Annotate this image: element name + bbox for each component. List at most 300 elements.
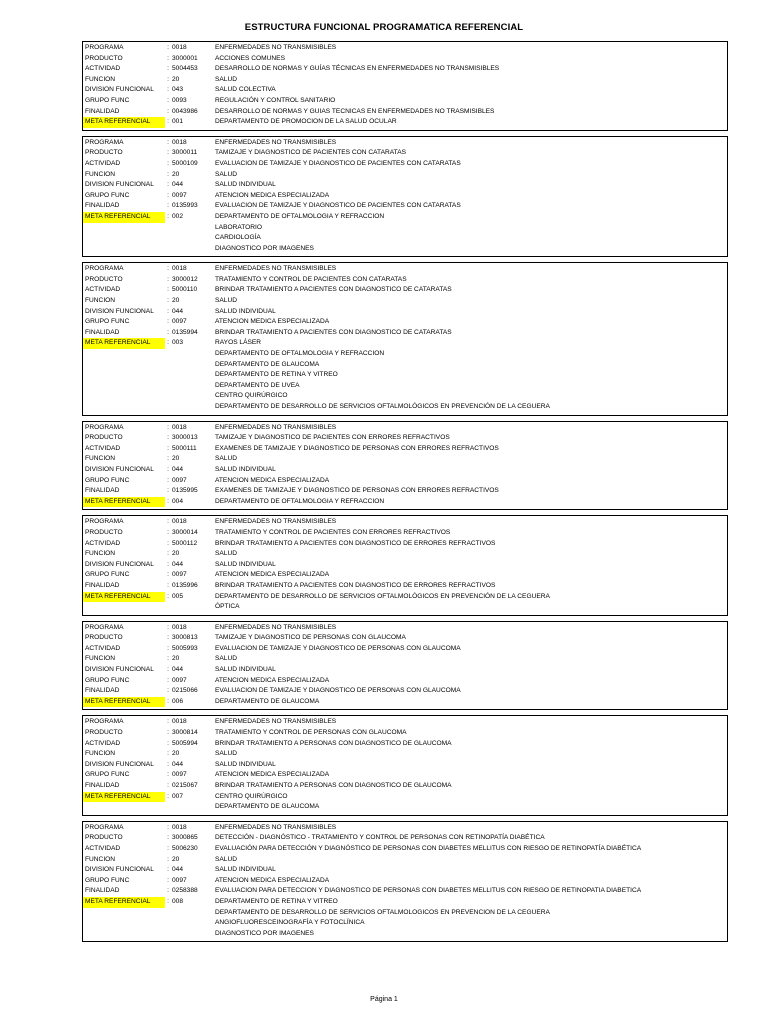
field-label: PROGRAMA <box>85 265 124 273</box>
field-separator: : <box>167 297 169 305</box>
field-separator: : <box>167 887 169 895</box>
field-code: 0018 <box>172 138 187 146</box>
program-row <box>83 296 727 307</box>
program-row <box>83 233 727 244</box>
field-separator: : <box>167 855 169 863</box>
field-separator: : <box>167 65 169 73</box>
program-row <box>83 138 727 149</box>
field-separator: : <box>167 275 169 283</box>
field-description: ATENCION MEDICA ESPECIALIZADA <box>215 476 330 484</box>
page-title: ESTRUCTURA FUNCIONAL PROGRAMATICA REFERENCIAL <box>244 22 524 33</box>
field-label: GRUPO FUNC <box>85 571 130 579</box>
field-separator: : <box>167 159 169 167</box>
field-label: FUNCION <box>85 297 116 305</box>
field-separator: : <box>167 750 169 758</box>
field-label: PRODUCTO <box>85 54 123 62</box>
field-label: DIVISION FUNCIONAL <box>85 560 154 568</box>
field-separator: : <box>167 718 169 726</box>
field-separator: : <box>167 318 169 326</box>
field-code: 0215067 <box>172 782 198 789</box>
field-label <box>83 602 165 613</box>
field-code: 0135995 <box>172 487 198 495</box>
field-code: 20 <box>172 455 180 463</box>
field-description: DETECCIÓN - DIAGNÓSTICO - TRATAMIENTO Y CONTROL DE PERSONAS CON RETINOPATÍA DIABÉTICA <box>215 834 545 842</box>
program-row <box>83 391 727 402</box>
field-code: 5004453 <box>172 65 198 73</box>
program-block <box>82 262 728 415</box>
field-label: PRODUCTO <box>85 275 123 283</box>
program-row <box>83 275 727 286</box>
field-description: DEPARTAMENTO DE DESARROLLO DE SERVICIOS OFTALMOLOGICOS EN PREVENCION DE LA CEGUERA <box>215 908 550 916</box>
field-label <box>83 402 165 413</box>
field-code: 20 <box>172 655 180 663</box>
field-description: SALUD COLECTIVA <box>215 86 276 94</box>
meta-referencial-label: META REFERENCIAL <box>83 497 165 508</box>
field-separator: : <box>167 634 169 642</box>
program-row <box>83 497 727 508</box>
program-block <box>82 821 728 943</box>
program-row <box>83 180 727 191</box>
field-code <box>171 402 215 413</box>
field-code <box>171 244 215 255</box>
field-label: PROGRAMA <box>85 718 124 726</box>
field-description: ATENCION MEDICA ESPECIALIZADA <box>215 191 330 199</box>
field-separator: : <box>167 497 169 505</box>
field-label: ACTIVIDAD <box>85 286 121 294</box>
field-label: PROGRAMA <box>85 823 124 831</box>
field-code: 005 <box>172 592 184 600</box>
field-description: ACCIONES COMUNES <box>215 54 285 62</box>
field-description: ATENCION MEDICA ESPECIALIZADA <box>215 676 330 684</box>
field-description: EVALUACION DE TAMIZAJE Y DIAGNOSTICO DE PACIENTES CON CATARATAS <box>215 159 461 167</box>
program-row <box>83 844 727 855</box>
program-row <box>83 402 727 413</box>
program-row <box>83 581 727 592</box>
field-code: 043 <box>172 86 184 94</box>
field-description: SALUD INDIVIDUAL <box>215 181 276 189</box>
field-separator: : <box>167 771 169 779</box>
field-description: BRINDAR TRATAMIENTO A PACIENTES CON DIAGNOSTICO DE ERRORES REFRACTIVOS <box>215 581 496 589</box>
field-label: DIVISION FUNCIONAL <box>85 307 154 315</box>
field-code: 0018 <box>172 423 187 431</box>
program-row <box>83 697 727 708</box>
field-label: ACTIVIDAD <box>85 644 121 652</box>
program-row <box>83 244 727 255</box>
field-description: DEPARTAMENTO DE OFTALMOLOGIA Y REFRACCION <box>215 497 385 505</box>
field-description: ATENCION MEDICA ESPECIALIZADA <box>215 571 330 579</box>
field-label: ACTIVIDAD <box>85 739 121 747</box>
field-description: SALUD <box>215 655 237 663</box>
field-separator: : <box>167 655 169 663</box>
field-description: EXAMENES DE TAMIZAJE Y DIAGNOSTICO DE PERSONAS CON ERRORES REFRACTIVOS <box>215 444 499 452</box>
field-separator: : <box>167 697 169 705</box>
field-code: 0097 <box>172 771 187 779</box>
field-code: 007 <box>172 792 184 800</box>
field-description: DEPARTAMENTO DE OFTALMOLOGIA Y REFRACCION <box>215 350 385 358</box>
field-separator: : <box>167 107 169 115</box>
program-row <box>83 517 727 528</box>
field-description: DIAGNOSTICO POR IMAGENES <box>215 929 314 937</box>
field-code: 5005993 <box>172 644 198 652</box>
field-code: 0093 <box>172 96 187 104</box>
field-separator: : <box>167 876 169 884</box>
field-code: 003 <box>172 339 184 347</box>
program-row <box>83 317 727 328</box>
field-code: 002 <box>172 212 184 220</box>
field-code <box>171 360 215 371</box>
field-code: 20 <box>172 75 180 83</box>
program-row <box>83 223 727 234</box>
field-label: PROGRAMA <box>85 518 124 526</box>
field-description: DEPARTAMENTO DE DESARROLLO DE SERVICIOS OFTALMOLÓGICOS EN PREVENCIÓN DE LA CEGUERA <box>215 592 550 600</box>
field-description: RAYOS LÁSER <box>215 339 262 347</box>
field-separator: : <box>167 866 169 874</box>
field-code: 008 <box>172 897 184 905</box>
field-separator: : <box>167 465 169 473</box>
program-block <box>82 136 728 258</box>
program-blocks <box>82 41 728 947</box>
field-code <box>171 602 215 613</box>
field-description: DEPARTAMENTO DE GLAUCOMA <box>215 697 320 705</box>
program-row <box>83 328 727 339</box>
program-row <box>83 54 727 65</box>
field-separator: : <box>167 44 169 51</box>
field-separator: : <box>167 212 169 220</box>
field-separator: : <box>167 307 169 315</box>
program-block <box>82 41 728 131</box>
field-code: 0215066 <box>172 687 198 695</box>
field-code: 004 <box>172 497 184 505</box>
field-code: 044 <box>172 866 184 874</box>
field-description: ANGIOFLUORESCEINOGRAFÍA Y FOTOCLÍNICA <box>215 919 365 927</box>
program-row <box>83 370 727 381</box>
field-label: PRODUCTO <box>85 634 123 642</box>
field-code: 20 <box>172 750 180 758</box>
program-row <box>83 592 727 603</box>
field-description: DEPARTAMENTO DE OFTALMOLOGIA Y REFRACCION <box>215 212 385 220</box>
program-row <box>83 792 727 803</box>
program-row <box>83 423 727 434</box>
program-row <box>83 454 727 465</box>
field-code: 20 <box>172 297 180 305</box>
field-label: ACTIVIDAD <box>85 65 121 73</box>
field-separator: : <box>167 550 169 558</box>
field-description: ENFERMEDADES NO TRANSMISIBLES <box>215 623 337 631</box>
field-separator: : <box>167 518 169 526</box>
field-code: 044 <box>172 666 184 674</box>
field-separator: : <box>167 96 169 104</box>
meta-referencial-label: META REFERENCIAL <box>83 117 165 128</box>
field-label: DIVISION FUNCIONAL <box>85 666 154 674</box>
field-description: SALUD <box>215 750 237 758</box>
field-code: 0097 <box>172 876 187 884</box>
field-separator: : <box>167 339 169 347</box>
field-description: ENFERMEDADES NO TRANSMISIBLES <box>215 44 337 51</box>
field-description: SALUD <box>215 455 237 463</box>
field-code <box>171 370 215 381</box>
field-code: 3000014 <box>172 528 198 536</box>
field-label: FUNCION <box>85 655 116 663</box>
field-label: GRUPO FUNC <box>85 96 130 104</box>
field-code: 0097 <box>172 571 187 579</box>
field-label: FINALIDAD <box>85 887 120 895</box>
field-code: 5005994 <box>172 739 198 747</box>
field-description: SALUD INDIVIDUAL <box>215 465 276 473</box>
field-label <box>83 391 165 402</box>
field-separator: : <box>167 823 169 831</box>
field-separator: : <box>167 118 169 126</box>
field-label <box>83 233 165 244</box>
field-code: 0018 <box>172 718 187 726</box>
program-row <box>83 381 727 392</box>
field-label: FUNCION <box>85 455 116 463</box>
program-row <box>83 159 727 170</box>
field-separator: : <box>167 328 169 336</box>
field-separator: : <box>167 434 169 442</box>
field-separator: : <box>167 644 169 652</box>
field-label: DIVISION FUNCIONAL <box>85 465 154 473</box>
field-description: CENTRO QUIRÚRGICO <box>215 792 288 800</box>
field-description: DESARROLLO DE NORMAS Y GUIAS TECNICAS EN ENFERMEDADES NO TRASMISIBLES <box>215 107 495 115</box>
program-row <box>83 802 727 813</box>
field-description: SALUD INDIVIDUAL <box>215 560 276 568</box>
meta-referencial-label: META REFERENCIAL <box>83 592 165 603</box>
field-code: 0135994 <box>172 328 198 336</box>
field-code: 20 <box>172 550 180 558</box>
program-block <box>82 621 728 711</box>
program-row <box>83 781 727 792</box>
field-description: EXAMENES DE TAMIZAJE Y DIAGNOSTICO DE PERSONAS CON ERRORES REFRACTIVOS <box>215 487 499 495</box>
program-row <box>83 770 727 781</box>
field-label: ACTIVIDAD <box>85 159 121 167</box>
program-row <box>83 654 727 665</box>
program-row <box>83 528 727 539</box>
field-label: PRODUCTO <box>85 434 123 442</box>
field-description: SALUD INDIVIDUAL <box>215 666 276 674</box>
program-row <box>83 897 727 908</box>
field-label <box>83 370 165 381</box>
field-description: EVALUACIÓN PARA DETECCIÓN Y DIAGNÓSTICO DE PERSONAS CON DIABETES MELLITUS CON RIESGO DE RETINOPATÍA DIABÉTICA <box>215 844 642 852</box>
program-row <box>83 107 727 118</box>
field-code: 20 <box>172 855 180 863</box>
field-code: 044 <box>172 560 184 568</box>
program-row <box>83 191 727 202</box>
field-description: EVALUACION DE TAMIZAJE Y DIAGNOSTICO DE PERSONAS CON GLAUCOMA <box>215 687 461 695</box>
field-separator: : <box>167 191 169 199</box>
field-code: 5006230 <box>172 844 198 852</box>
field-separator: : <box>167 666 169 674</box>
program-row <box>83 918 727 929</box>
field-label: PRODUCTO <box>85 834 123 842</box>
field-description: DEPARTAMENTO DE RETINA Y VITREO <box>215 371 338 379</box>
field-label: FUNCION <box>85 75 116 83</box>
field-code: 0258388 <box>172 887 198 895</box>
field-description: SALUD <box>215 550 237 558</box>
field-description: BRINDAR TRATAMIENTO A PERSONAS CON DIAGNOSTICO DE GLAUCOMA <box>215 782 452 789</box>
field-description: SALUD INDIVIDUAL <box>215 866 276 874</box>
field-code: 5000111 <box>172 444 197 452</box>
field-label: FINALIDAD <box>85 487 120 495</box>
field-description: DEPARTAMENTO DE RETINA Y VITREO <box>215 897 338 905</box>
field-label: FINALIDAD <box>85 687 120 695</box>
field-separator: : <box>167 729 169 737</box>
field-separator: : <box>167 739 169 747</box>
field-description: ÓPTICA <box>215 603 240 611</box>
field-label: PRODUCTO <box>85 729 123 737</box>
field-code: 5000110 <box>172 286 198 294</box>
field-code: 044 <box>172 465 184 473</box>
field-code <box>171 929 215 940</box>
field-description: DESARROLLO DE NORMAS Y GUÍAS TÉCNICAS EN ENFERMEDADES NO TRANSMISIBLES <box>215 65 500 73</box>
field-label <box>83 244 165 255</box>
field-description: SALUD <box>215 75 237 83</box>
field-label: GRUPO FUNC <box>85 676 130 684</box>
program-row <box>83 823 727 834</box>
program-row <box>83 349 727 360</box>
field-description: LABORATORIO <box>215 223 263 231</box>
field-description: BRINDAR TRATAMIENTO A PERSONAS CON DIAGNOSTICO DE GLAUCOMA <box>215 739 452 747</box>
program-row <box>83 908 727 919</box>
field-description: BRINDAR TRATAMIENTO A PACIENTES CON DIAGNOSTICO DE CATARATAS <box>215 328 452 336</box>
field-label: FINALIDAD <box>85 107 120 115</box>
meta-referencial-label: META REFERENCIAL <box>83 792 165 803</box>
field-separator: : <box>167 571 169 579</box>
program-row <box>83 75 727 86</box>
field-description: DEPARTAMENTO DE GLAUCOMA <box>215 803 320 811</box>
program-row <box>83 285 727 296</box>
program-row <box>83 728 727 739</box>
field-description: ATENCION MEDICA ESPECIALIZADA <box>215 318 330 326</box>
meta-referencial-label: META REFERENCIAL <box>83 697 165 708</box>
field-description: BRINDAR TRATAMIENTO A PACIENTES CON DIAGNOSTICO DE CATARATAS <box>215 286 452 294</box>
field-description: DEPARTAMENTO DE GLAUCOMA <box>215 360 320 368</box>
field-label: GRUPO FUNC <box>85 476 130 484</box>
field-separator: : <box>167 760 169 768</box>
program-row <box>83 170 727 181</box>
field-description: SALUD INDIVIDUAL <box>215 760 276 768</box>
field-separator: : <box>167 86 169 94</box>
program-row <box>83 865 727 876</box>
field-description: TAMIZAJE Y DIAGNOSTICO DE PERSONAS CON GLAUCOMA <box>215 634 406 642</box>
program-row <box>83 148 727 159</box>
field-label <box>83 908 165 919</box>
field-label: ACTIVIDAD <box>85 539 121 547</box>
field-description: BRINDAR TRATAMIENTO A PACIENTES CON DIAGNOSTICO DE ERRORES REFRACTIVOS <box>215 539 496 547</box>
field-code: 0043986 <box>172 107 198 115</box>
field-label: FINALIDAD <box>85 202 120 210</box>
program-row <box>83 465 727 476</box>
field-description: SALUD <box>215 855 237 863</box>
field-label <box>83 349 165 360</box>
field-label: ACTIVIDAD <box>85 844 121 852</box>
field-separator: : <box>167 444 169 452</box>
meta-referencial-label: META REFERENCIAL <box>83 338 165 349</box>
program-row <box>83 717 727 728</box>
field-separator: : <box>167 455 169 463</box>
field-description: ENFERMEDADES NO TRANSMISIBLES <box>215 423 337 431</box>
program-row <box>83 886 727 897</box>
field-label: ACTIVIDAD <box>85 444 121 452</box>
field-code <box>171 802 215 813</box>
field-code: 3000865 <box>172 834 198 842</box>
field-label: DIVISION FUNCIONAL <box>85 866 154 874</box>
field-label: PRODUCTO <box>85 149 123 157</box>
field-description: TRATAMIENTO Y CONTROL DE PACIENTES CON ERRORES REFRACTIVOS <box>215 528 451 536</box>
field-description: SALUD <box>215 297 237 305</box>
field-separator: : <box>167 539 169 547</box>
program-block <box>82 515 728 615</box>
field-code: 044 <box>172 181 184 189</box>
program-row <box>83 760 727 771</box>
field-separator: : <box>167 149 169 157</box>
field-label: PROGRAMA <box>85 623 124 631</box>
field-separator: : <box>167 897 169 905</box>
field-separator: : <box>167 623 169 631</box>
field-label: PROGRAMA <box>85 44 124 51</box>
field-separator: : <box>167 423 169 431</box>
field-separator: : <box>167 528 169 536</box>
field-description: SALUD <box>215 170 237 178</box>
field-description: ENFERMEDADES NO TRANSMISIBLES <box>215 823 337 831</box>
field-code: 044 <box>172 307 184 315</box>
program-row <box>83 85 727 96</box>
program-row <box>83 876 727 887</box>
field-code: 044 <box>172 760 184 768</box>
program-row <box>83 855 727 866</box>
field-label: FUNCION <box>85 550 116 558</box>
field-description: TRATAMIENTO Y CONTROL DE PACIENTES CON CATARATAS <box>215 275 407 283</box>
program-row <box>83 360 727 371</box>
field-description: DEPARTAMENTO DE DESARROLLO DE SERVICIOS OFTALMOLÓGICOS EN PREVENCIÓN DE LA CEGUERA <box>215 403 550 410</box>
field-description: DEPARTAMENTO DE PROMOCION DE LA SALUD OCULAR <box>215 118 397 126</box>
program-row <box>83 560 727 571</box>
field-separator: : <box>167 181 169 189</box>
program-row <box>83 486 727 497</box>
field-separator: : <box>167 487 169 495</box>
field-code: 0018 <box>172 823 187 831</box>
field-label: DIVISION FUNCIONAL <box>85 181 154 189</box>
field-label: FUNCION <box>85 855 116 863</box>
field-label <box>83 802 165 813</box>
field-code: 0097 <box>172 676 187 684</box>
field-separator: : <box>167 792 169 800</box>
field-separator: : <box>167 476 169 484</box>
field-separator: : <box>167 782 169 789</box>
field-description: SALUD INDIVIDUAL <box>215 307 276 315</box>
field-description: ENFERMEDADES NO TRANSMISIBLES <box>215 518 337 526</box>
program-row <box>83 749 727 760</box>
page-number: Página 1 <box>370 996 398 1003</box>
program-row <box>83 665 727 676</box>
program-row <box>83 623 727 634</box>
field-label: GRUPO FUNC <box>85 318 130 326</box>
field-separator: : <box>167 834 169 842</box>
field-label: PROGRAMA <box>85 138 124 146</box>
field-label <box>83 918 165 929</box>
field-code <box>171 381 215 392</box>
field-label: DIVISION FUNCIONAL <box>85 86 154 94</box>
field-code: 0097 <box>172 318 187 326</box>
program-row <box>83 433 727 444</box>
field-code <box>171 918 215 929</box>
field-code: 5000112 <box>172 539 198 547</box>
field-separator: : <box>167 202 169 210</box>
field-separator: : <box>167 138 169 146</box>
field-code: 5000109 <box>172 159 198 167</box>
program-row <box>83 338 727 349</box>
field-code: 0018 <box>172 518 187 526</box>
field-description: ATENCION MEDICA ESPECIALIZADA <box>215 771 330 779</box>
